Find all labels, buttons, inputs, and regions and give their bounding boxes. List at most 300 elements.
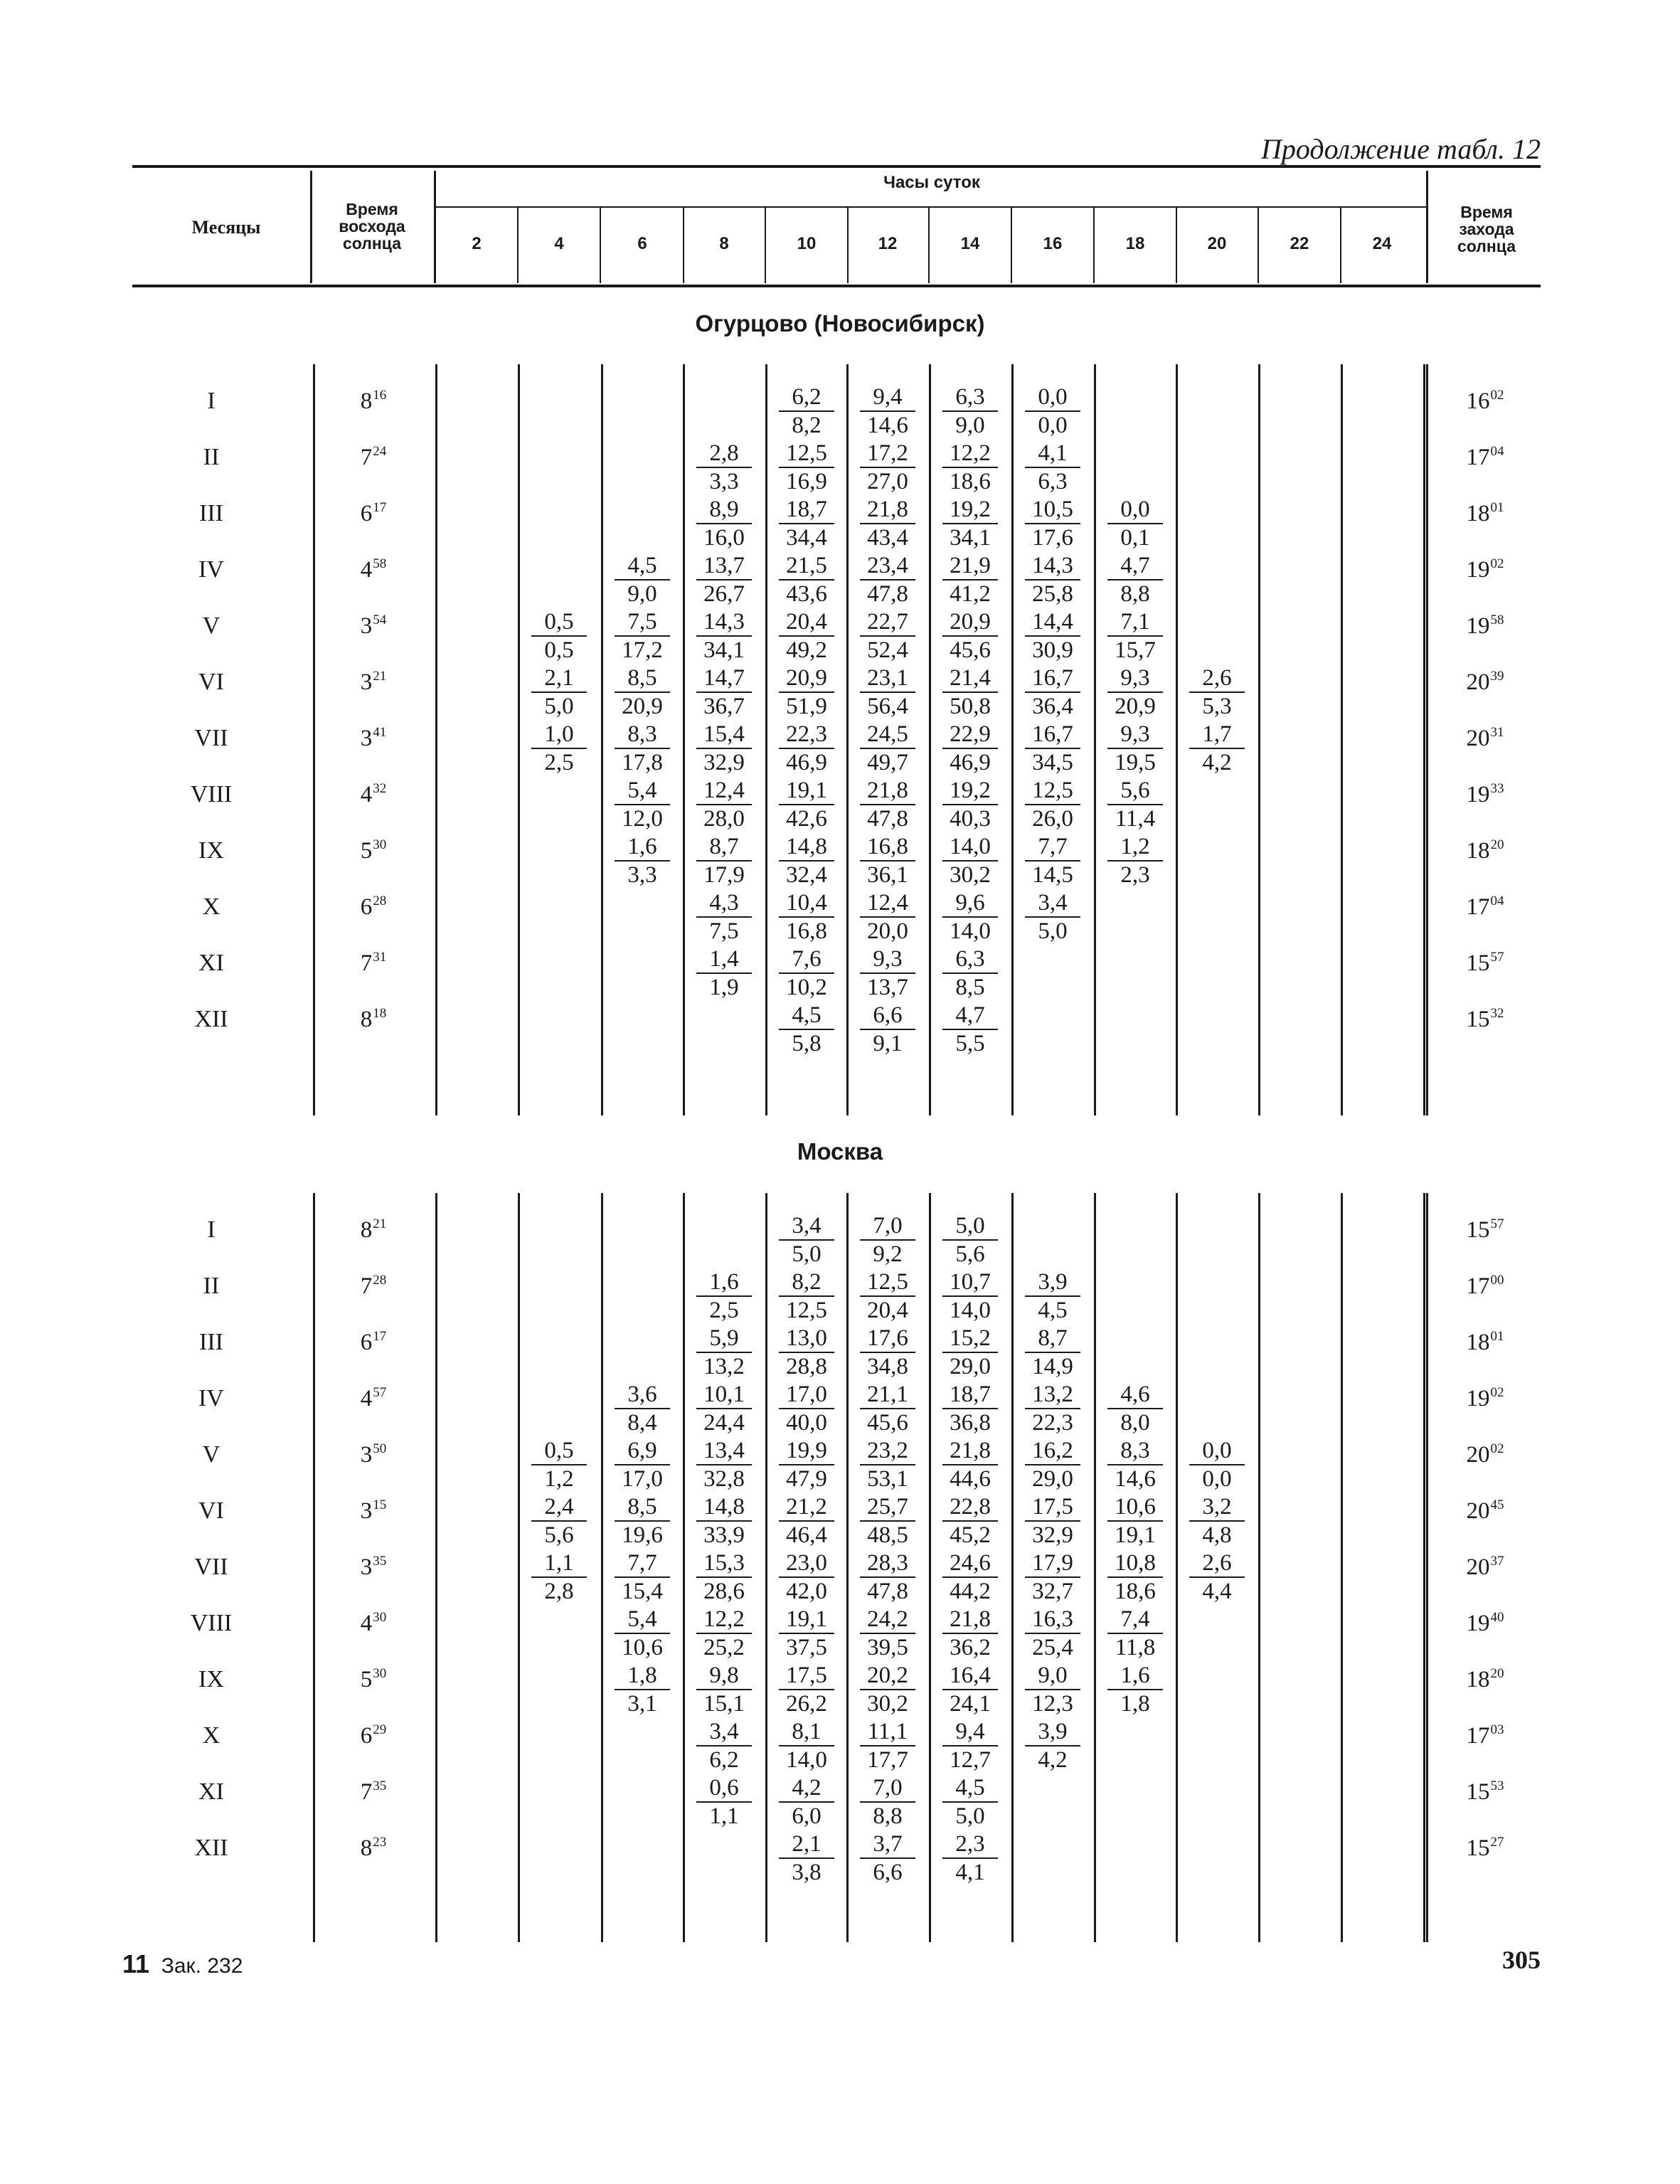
value-cell-hour-6 (615, 1437, 670, 1493)
sunset-minutes: 57 (1490, 1216, 1504, 1231)
value-cell-hour-18 (1107, 1493, 1163, 1549)
value-numerator: 4,5 (627, 553, 657, 578)
value-numerator: 10,4 (786, 890, 827, 916)
value-numerator: 25,7 (867, 1494, 908, 1520)
value-denominator: 14,0 (779, 1745, 834, 1774)
sunrise-minutes: 21 (373, 1216, 387, 1231)
value-numerator: 16,8 (867, 834, 908, 859)
value-denominator: 22,3 (1025, 1408, 1080, 1436)
value-denominator: 0,0 (1025, 410, 1080, 439)
value-cell-hour-14 (942, 1493, 998, 1549)
value-cell-hour-14 (942, 777, 998, 832)
sunrise-time: $8^{23}$ (360, 1835, 387, 1861)
value-denominator: 0,1 (1107, 523, 1163, 551)
value-denominator: 36,2 (942, 1633, 998, 1661)
value-denominator: 41,2 (942, 579, 998, 608)
sunrise-minutes: 32 (373, 781, 387, 796)
value-numerator: 17,2 (867, 440, 908, 466)
value-numerator: 21,8 (950, 1438, 991, 1463)
value-denominator: 12,5 (779, 1295, 834, 1324)
value-numerator: 14,7 (703, 665, 745, 691)
value-denominator: 24,1 (942, 1689, 998, 1717)
value-numerator: 10,1 (703, 1382, 745, 1407)
sunrise-minutes: 18 (373, 1006, 387, 1021)
value-denominator: 26,0 (1025, 804, 1080, 832)
value-cell-hour-8 (696, 664, 752, 720)
value-numerator: 22,8 (950, 1494, 991, 1520)
value-numerator: 10,6 (1115, 1494, 1156, 1520)
value-numerator: 12,2 (950, 440, 991, 466)
sunset-minutes: 00 (1490, 1273, 1504, 1288)
value-cell-hour-10 (779, 1662, 834, 1717)
value-denominator: 37,5 (779, 1633, 834, 1661)
value-denominator: 17,0 (615, 1464, 670, 1493)
value-numerator: 1,1 (544, 1550, 574, 1576)
value-cell-hour-16 (1025, 608, 1080, 664)
sunrise-minutes: 30 (373, 1610, 387, 1625)
month-label: IV (198, 556, 224, 583)
hours-header: Часы суток (883, 173, 980, 192)
value-numerator: 21,2 (786, 1494, 827, 1520)
value-numerator: 6,3 (955, 946, 985, 972)
header-vline-1 (310, 171, 312, 283)
value-numerator: 21,5 (786, 553, 827, 578)
value-denominator: 6,2 (696, 1745, 752, 1774)
value-numerator: 5,9 (709, 1325, 739, 1351)
header-bottom-rule (132, 285, 1541, 287)
value-numerator: 8,2 (792, 1269, 822, 1295)
value-numerator: 13,2 (1032, 1382, 1073, 1407)
value-denominator: 8,2 (779, 410, 834, 439)
value-denominator: 56,4 (860, 691, 915, 720)
value-denominator: 19,5 (1107, 748, 1163, 776)
value-cell-hour-16 (1025, 383, 1080, 439)
value-denominator: 8,8 (1107, 579, 1163, 608)
value-numerator: 0,6 (709, 1775, 739, 1801)
value-cell-hour-8 (696, 608, 752, 664)
sunrise-time: $3^{15}$ (360, 1497, 387, 1524)
value-denominator: 32,9 (1025, 1520, 1080, 1549)
sunrise-minutes: 58 (373, 556, 387, 571)
month-label: IV (198, 1385, 224, 1411)
value-cell-hour-12 (860, 721, 915, 776)
value-cell-hour-8 (696, 1325, 752, 1380)
value-denominator: 25,8 (1025, 579, 1080, 608)
sunset-minutes: 31 (1490, 725, 1504, 740)
value-numerator: 12,4 (867, 890, 908, 916)
sunrise-time: $4^{32}$ (360, 781, 387, 807)
value-cell-hour-12 (860, 1606, 915, 1661)
value-denominator: 4,4 (1189, 1576, 1245, 1605)
value-denominator: 28,8 (779, 1352, 834, 1380)
sunset-minutes: 04 (1490, 444, 1504, 459)
value-denominator: 14,5 (1025, 860, 1080, 889)
value-numerator: 7,0 (873, 1775, 903, 1801)
column-vline (1011, 364, 1014, 1115)
value-denominator: 17,2 (615, 635, 670, 664)
column-vline (1258, 1193, 1260, 1942)
value-numerator: 6,2 (792, 384, 822, 410)
value-denominator: 14,9 (1025, 1352, 1080, 1380)
value-numerator: 4,1 (1038, 440, 1068, 466)
sunset-minutes: 57 (1490, 950, 1504, 965)
month-label: V (202, 613, 220, 639)
value-numerator: 19,1 (786, 778, 827, 803)
value-denominator: 43,6 (779, 579, 834, 608)
value-cell-hour-16 (1025, 1662, 1080, 1717)
value-cell-hour-8 (696, 889, 752, 945)
value-denominator: 16,9 (779, 467, 834, 495)
value-cell-hour-6 (615, 1606, 670, 1661)
value-denominator: 9,0 (615, 579, 670, 608)
value-numerator: 10,5 (1032, 497, 1073, 522)
sunrise-minutes: 15 (373, 1497, 387, 1512)
value-denominator: 20,9 (1107, 691, 1163, 720)
value-denominator: 42,6 (779, 804, 834, 832)
value-denominator: 5,8 (779, 1029, 834, 1057)
value-numerator: 6,9 (627, 1438, 657, 1463)
value-denominator: 29,0 (1025, 1464, 1080, 1493)
column-vline (435, 364, 437, 1115)
value-cell-hour-16 (1025, 1606, 1080, 1661)
value-cell-hour-8 (696, 1493, 752, 1549)
month-label: VII (194, 1554, 228, 1580)
sunset-time: $18^{20}$ (1466, 837, 1504, 864)
hour-label-8: 8 (719, 234, 729, 253)
sunset-minutes: 01 (1490, 1329, 1504, 1344)
value-numerator: 3,7 (873, 1831, 903, 1857)
sunset-minutes: 02 (1490, 556, 1504, 571)
value-numerator: 0,5 (544, 609, 574, 635)
value-cell-hour-16 (1025, 1549, 1080, 1605)
value-cell-hour-10 (779, 945, 834, 1001)
value-denominator: 17,6 (1025, 523, 1080, 551)
value-numerator: 15,4 (703, 721, 745, 747)
value-denominator: 2,5 (696, 1295, 752, 1324)
sunset-minutes: 27 (1490, 1835, 1504, 1850)
value-denominator: 10,2 (779, 972, 834, 1001)
value-numerator: 19,9 (786, 1438, 827, 1463)
value-denominator: 47,8 (860, 804, 915, 832)
value-denominator: 26,7 (696, 579, 752, 608)
column-vline (1423, 364, 1425, 1115)
value-denominator: 1,8 (1107, 1689, 1163, 1717)
header-top-rule (132, 165, 1541, 168)
value-numerator: 9,3 (1120, 665, 1150, 691)
value-numerator: 7,0 (873, 1213, 903, 1239)
value-denominator: 14,0 (942, 916, 998, 945)
month-label: IX (198, 1666, 224, 1692)
value-denominator: 33,9 (696, 1520, 752, 1549)
column-vline (518, 1193, 520, 1942)
value-cell-hour-12 (860, 1662, 915, 1717)
value-numerator: 20,4 (786, 609, 827, 635)
value-cell-hour-14 (942, 383, 998, 439)
value-numerator: 23,0 (786, 1550, 827, 1576)
column-vline (846, 1193, 849, 1942)
value-denominator: 9,2 (860, 1239, 915, 1268)
value-cell-hour-16 (1025, 1325, 1080, 1380)
value-numerator: 22,3 (786, 721, 827, 747)
sunrise-minutes: 17 (373, 1329, 387, 1344)
value-numerator: 4,5 (792, 1002, 822, 1028)
value-denominator: 4,8 (1189, 1520, 1245, 1549)
sunset-minutes: 37 (1490, 1554, 1504, 1569)
value-denominator: 2,8 (531, 1576, 587, 1605)
sunset-minutes: 02 (1490, 1385, 1504, 1400)
value-cell-hour-6 (615, 777, 670, 832)
value-numerator: 4,7 (1120, 553, 1150, 578)
sunset-minutes: 04 (1490, 894, 1504, 908)
sunrise-minutes: 57 (373, 1385, 387, 1400)
value-numerator: 8,7 (1038, 1325, 1068, 1351)
value-cell-hour-14 (942, 1549, 998, 1605)
value-numerator: 24,2 (867, 1606, 908, 1632)
value-cell-hour-10 (779, 1493, 834, 1549)
sunset-time: $20^{31}$ (1466, 725, 1504, 751)
sunrise-minutes: 23 (373, 1835, 387, 1850)
value-numerator: 15,2 (950, 1325, 991, 1351)
value-numerator: 3,9 (1038, 1269, 1068, 1295)
sunrise-minutes: 30 (373, 1666, 387, 1681)
value-numerator: 17,5 (786, 1663, 827, 1688)
value-cell-hour-14 (942, 496, 998, 551)
value-cell-hour-18 (1107, 1437, 1163, 1493)
value-cell-hour-8 (696, 1437, 752, 1493)
sunrise-minutes: 28 (373, 1273, 387, 1288)
value-numerator: 10,8 (1115, 1550, 1156, 1576)
value-denominator: 46,4 (779, 1520, 834, 1549)
value-cell-hour-16 (1025, 1268, 1080, 1324)
value-cell-hour-10 (779, 721, 834, 776)
sunset-time: $17^{04}$ (1466, 444, 1504, 470)
value-cell-hour-12 (860, 945, 915, 1001)
value-cell-hour-14 (942, 1002, 998, 1057)
sunset-time: $19^{02}$ (1466, 556, 1504, 583)
value-cell-hour-10 (779, 1002, 834, 1057)
value-cell-hour-10 (779, 1718, 834, 1774)
months-header: Месяцы (191, 217, 261, 238)
sunrise-time: $3^{41}$ (360, 725, 387, 751)
value-cell-hour-18 (1107, 833, 1163, 889)
value-cell-hour-4 (531, 721, 587, 776)
value-denominator: 16,0 (696, 523, 752, 551)
sunrise-time: $6^{28}$ (360, 894, 387, 920)
value-numerator: 12,4 (703, 778, 745, 803)
value-numerator: 3,9 (1038, 1719, 1068, 1744)
sunrise-minutes: 29 (373, 1722, 387, 1737)
value-numerator: 7,1 (1120, 609, 1150, 635)
value-numerator: 2,8 (709, 440, 739, 466)
page-number: 305 (1502, 1946, 1541, 1974)
sunrise-minutes: 50 (373, 1441, 387, 1456)
value-cell-hour-18 (1107, 552, 1163, 608)
value-numerator: 20,9 (786, 665, 827, 691)
value-denominator: 32,7 (1025, 1576, 1080, 1605)
value-numerator: 23,4 (867, 553, 908, 578)
value-cell-hour-14 (942, 440, 998, 495)
value-denominator: 11,8 (1107, 1633, 1163, 1661)
sunset-time: $17^{00}$ (1466, 1273, 1504, 1299)
value-denominator: 17,7 (860, 1745, 915, 1774)
value-denominator: 5,3 (1189, 691, 1245, 720)
sunrise-minutes: 16 (373, 388, 387, 403)
value-cell-hour-10 (779, 1212, 834, 1268)
sunrise-minutes: 31 (373, 950, 387, 965)
value-numerator: 4,5 (955, 1775, 985, 1801)
value-numerator: 7,4 (1120, 1606, 1150, 1632)
value-denominator: 8,4 (615, 1408, 670, 1436)
value-cell-hour-12 (860, 889, 915, 945)
hour-label-24: 24 (1372, 234, 1392, 253)
value-numerator: 1,6 (709, 1269, 739, 1295)
column-vline (765, 364, 767, 1115)
value-numerator: 16,7 (1032, 721, 1073, 747)
hour-label-16: 16 (1043, 234, 1063, 253)
value-cell-hour-16 (1025, 1493, 1080, 1549)
value-numerator: 8,7 (709, 834, 739, 859)
sunset-time: $20^{39}$ (1466, 669, 1504, 695)
value-denominator: 25,4 (1025, 1633, 1080, 1661)
value-numerator: 17,0 (786, 1382, 827, 1407)
sunrise-time: $3^{54}$ (360, 613, 387, 639)
value-numerator: 13,7 (703, 553, 745, 578)
sunset-time: $15^{57}$ (1466, 1216, 1504, 1243)
column-vline (1423, 1193, 1425, 1942)
column-vline (601, 1193, 603, 1942)
sunrise-time: $3^{35}$ (360, 1554, 387, 1580)
value-denominator: 34,8 (860, 1352, 915, 1380)
value-denominator: 19,1 (1107, 1520, 1163, 1549)
sunset-time: $15^{57}$ (1466, 950, 1504, 976)
sunset-time: $19^{02}$ (1466, 1385, 1504, 1411)
value-numerator: 2,3 (955, 1831, 985, 1857)
month-label: VIII (190, 1610, 233, 1636)
month-label: VII (194, 725, 228, 751)
month-label: I (207, 1216, 216, 1243)
value-denominator: 24,4 (696, 1408, 752, 1436)
value-numerator: 14,3 (703, 609, 745, 635)
sunset-time: $19^{40}$ (1466, 1610, 1504, 1636)
value-denominator: 45,6 (860, 1408, 915, 1436)
value-cell-hour-14 (942, 945, 998, 1001)
value-denominator: 3,3 (696, 467, 752, 495)
sunset-minutes: 39 (1490, 669, 1504, 684)
value-cell-hour-8 (696, 721, 752, 776)
value-numerator: 16,4 (950, 1663, 991, 1688)
value-denominator: 29,0 (942, 1352, 998, 1380)
month-label: VIII (190, 781, 233, 807)
value-numerator: 18,7 (950, 1382, 991, 1407)
value-cell-hour-8 (696, 777, 752, 832)
value-denominator: 14,6 (860, 410, 915, 439)
column-vline (1176, 1193, 1178, 1942)
value-denominator: 30,2 (860, 1689, 915, 1717)
value-denominator: 9,0 (942, 410, 998, 439)
value-denominator: 26,2 (779, 1689, 834, 1717)
sunrise-time: $6^{17}$ (360, 500, 387, 526)
section-title: Москва (797, 1138, 883, 1165)
value-numerator: 21,9 (950, 553, 991, 578)
sunset-header: Время захода солнца (1457, 203, 1516, 256)
value-denominator: 34,4 (779, 523, 834, 551)
value-numerator: 14,8 (786, 834, 827, 859)
value-numerator: 19,1 (786, 1606, 827, 1632)
month-label: XII (194, 1006, 228, 1032)
value-numerator: 7,6 (792, 946, 822, 972)
value-cell-hour-10 (779, 1381, 834, 1436)
value-denominator: 45,2 (942, 1520, 998, 1549)
value-cell-hour-10 (779, 1325, 834, 1380)
value-cell-hour-12 (860, 1381, 915, 1436)
value-numerator: 4,3 (709, 890, 739, 916)
value-cell-hour-10 (779, 1606, 834, 1661)
value-numerator: 8,5 (627, 1494, 657, 1520)
value-denominator: 7,5 (696, 916, 752, 945)
month-label: VI (198, 1497, 224, 1524)
value-numerator: 20,2 (867, 1663, 908, 1688)
value-numerator: 21,8 (950, 1606, 991, 1632)
value-cell-hour-12 (860, 440, 915, 495)
sunrise-time: $4^{57}$ (360, 1385, 387, 1411)
value-denominator: 14,6 (1107, 1464, 1163, 1493)
value-numerator: 12,5 (1032, 778, 1073, 803)
sunrise-minutes: 30 (373, 837, 387, 852)
value-cell-hour-16 (1025, 721, 1080, 776)
value-denominator: 15,7 (1107, 635, 1163, 664)
value-numerator: 8,3 (1120, 1438, 1150, 1463)
value-denominator: 0,5 (531, 635, 587, 664)
value-denominator: 18,6 (942, 467, 998, 495)
value-cell-hour-14 (942, 608, 998, 664)
value-cell-hour-16 (1025, 664, 1080, 720)
hour-label-12: 12 (878, 234, 898, 253)
value-denominator: 0,0 (1189, 1464, 1245, 1493)
value-numerator: 28,3 (867, 1550, 908, 1576)
value-cell-hour-10 (779, 777, 834, 832)
value-cell-hour-14 (942, 1381, 998, 1436)
value-denominator: 10,6 (615, 1633, 670, 1661)
sunrise-time: $8^{16}$ (360, 388, 387, 414)
value-denominator: 13,2 (696, 1352, 752, 1380)
sunset-time: $16^{02}$ (1466, 388, 1504, 414)
value-denominator: 6,6 (860, 1857, 915, 1886)
sunrise-minutes: 28 (373, 894, 387, 908)
value-numerator: 2,1 (792, 1831, 822, 1857)
value-denominator: 5,6 (531, 1520, 587, 1549)
month-label: II (203, 1273, 220, 1299)
value-numerator: 4,6 (1120, 1382, 1150, 1407)
value-cell-hour-18 (1107, 777, 1163, 832)
value-cell-hour-10 (779, 383, 834, 439)
value-denominator: 5,0 (1025, 916, 1080, 945)
value-cell-hour-10 (779, 1830, 834, 1886)
value-denominator: 36,8 (942, 1408, 998, 1436)
value-cell-hour-16 (1025, 1437, 1080, 1493)
month-label: XII (194, 1835, 228, 1861)
hour-label-20: 20 (1207, 234, 1227, 253)
column-vline (1094, 1193, 1096, 1942)
value-denominator: 49,2 (779, 635, 834, 664)
value-cell-hour-8 (696, 833, 752, 889)
column-vline (1094, 364, 1096, 1115)
column-vline (518, 364, 520, 1115)
value-numerator: 6,6 (873, 1002, 903, 1028)
column-vline (1176, 364, 1178, 1115)
value-cell-hour-10 (779, 833, 834, 889)
value-numerator: 3,4 (1038, 890, 1068, 916)
sunrise-time: $6^{29}$ (360, 1722, 387, 1749)
